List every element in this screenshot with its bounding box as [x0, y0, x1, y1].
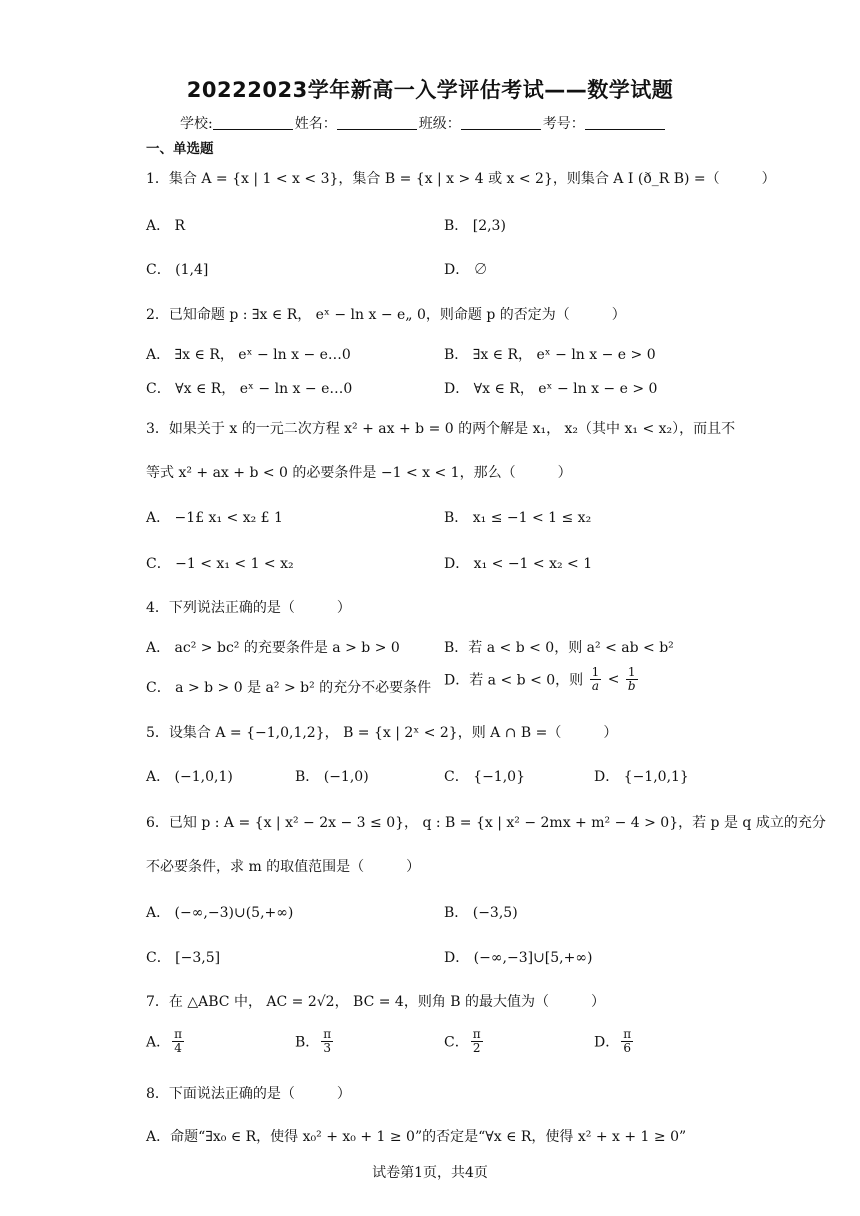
q1-stem: 1．集合 A = {x | 1 < x < 3}，集合 B = {x | x > 4 或 x < 2}，则集合 A Ι (ð_R B) =（ ）: [146, 171, 776, 187]
student-info-line: [180, 113, 700, 133]
q4-d-fraction-2: $\frac{1}{b}$: [627, 665, 636, 694]
q4-d-less-than: <: [607, 671, 620, 688]
q1-option-d: D． ∅: [444, 262, 488, 278]
q3-option-b: B． x₁ ≤ −1 < 1 ≤ x₂: [444, 510, 592, 526]
q2-option-d: D． ∀x ∈ R， eˣ − ln x − e > 0: [444, 381, 658, 397]
q6-option-c: C． [−3,5]: [146, 950, 221, 966]
q6-option-b: B． (−3,5): [444, 905, 518, 921]
q6-stem-line2: 不必要条件，求 m 的取值范围是（ ）: [146, 859, 421, 875]
q3-option-d: D． x₁ < −1 < x₂ < 1: [444, 556, 593, 572]
class-label: 班级：: [418, 116, 461, 132]
q3-stem-line1: 3．如果关于 x 的一元二次方程 x² + ax + b = 0 的两个解是 x₁， x₂（其中 x₁ < x₂），而且不: [146, 421, 736, 437]
name-blank: [337, 115, 417, 130]
q4-option-a: A． ac² > bc² 的充要条件是 a > b > 0: [146, 640, 400, 656]
q2-option-a: A． ∃x ∈ R， eˣ − ln x − e…0: [146, 347, 351, 363]
q8-option-a: A．命题“∃x₀ ∈ R，使得 x₀² + x₀ + 1 ≥ 0”的否定是“∀x ∈ R，使得 x² + x + 1 ≥ 0”: [146, 1129, 687, 1145]
q2-option-b: B． ∃x ∈ R， eˣ − ln x − e > 0: [444, 347, 656, 363]
q7-stem: 7．在 △ABC 中， AC = 2√2， BC = 4，则角 B 的最大值为（ ）: [146, 994, 606, 1010]
name-label: 姓名：: [294, 116, 337, 132]
q7-c-fraction: $\frac{\pi}{2}$: [472, 1027, 481, 1056]
q4-stem: 4．下列说法正确的是（ ）: [146, 600, 351, 616]
q2-stem: 2．已知命题 p : ∃x ∈ R， eˣ − ln x − e„ 0，则命题 p 的否定为（ ）: [146, 307, 626, 323]
q1-option-b: B． [2,3): [444, 218, 506, 234]
q7-d-fraction: $\frac{\pi}{6}$: [623, 1027, 632, 1056]
q7-a-fraction: $\frac{\pi}{4}$: [174, 1027, 183, 1056]
q7-option-a: A． $\frac{\pi}{4}$: [146, 1027, 183, 1056]
school-blank: [213, 115, 293, 130]
page-footer: 试卷第1页，共4页: [372, 1165, 488, 1181]
q3-stem-line2: 等式 x² + ax + b < 0 的必要条件是 −1 < x < 1，那么（ ）: [146, 465, 572, 481]
q5-option-c: C． {−1,0}: [444, 769, 525, 785]
q7-option-b: B． $\frac{\pi}{3}$: [295, 1027, 332, 1056]
exam-no-label: 考号：: [542, 116, 585, 132]
q7-b-fraction: $\frac{\pi}{3}$: [323, 1027, 332, 1056]
q4-option-b: B．若 a < b < 0，则 a² < ab < b²: [444, 640, 674, 656]
q5-stem: 5．设集合 A = {−1,0,1,2}， B = {x | 2ˣ < 2}，则 A ∩ B =（ ）: [146, 725, 618, 741]
q5-option-b: B． (−1,0): [295, 769, 369, 785]
q6-option-a: A． (−∞,−3)∪(5,+∞): [146, 905, 294, 921]
q4-option-d: [444, 666, 640, 693]
q5-option-a: A． (−1,0,1): [146, 769, 233, 785]
q7-option-d: D． $\frac{\pi}{6}$: [594, 1027, 632, 1056]
q2-option-c: C． ∀x ∈ R， eˣ − ln x − e…0: [146, 381, 353, 397]
section-heading: 一、单选题: [146, 141, 214, 157]
page-title: 20222023学年新高一入学评估考试——数学试题: [186, 78, 674, 102]
q3-option-c: C． −1 < x₁ < 1 < x₂: [146, 556, 294, 572]
school-label: 学校:: [180, 116, 213, 132]
q4-option-d-prefix: D．若 a < b < 0，则: [444, 672, 584, 689]
q5-option-d: D． {−1,0,1}: [594, 769, 689, 785]
q6-stem-line1: 6．已知 p : A = {x | x² − 2x − 3 ≤ 0}， q : B = {x | x² − 2mx + m² − 4 > 0}，若 p 是 q 成立的充分: [146, 815, 826, 831]
q4-d-fraction-1: $\frac{1}{a}$: [591, 665, 600, 694]
q1-option-c: C． (1,4]: [146, 262, 209, 278]
q8-stem: 8．下面说法正确的是（ ）: [146, 1086, 351, 1102]
q3-option-a: A． −1£ x₁ < x₂ £ 1: [146, 510, 283, 526]
q6-option-d: D． (−∞,−3]∪[5,+∞): [444, 950, 593, 966]
q7-option-c: C． $\frac{\pi}{2}$: [444, 1027, 481, 1056]
q1-option-a: A． R: [146, 218, 186, 234]
exam-no-blank: [585, 115, 665, 130]
class-blank: [461, 115, 541, 130]
q4-option-c: C． a > b > 0 是 a² > b² 的充分不必要条件: [146, 680, 432, 696]
